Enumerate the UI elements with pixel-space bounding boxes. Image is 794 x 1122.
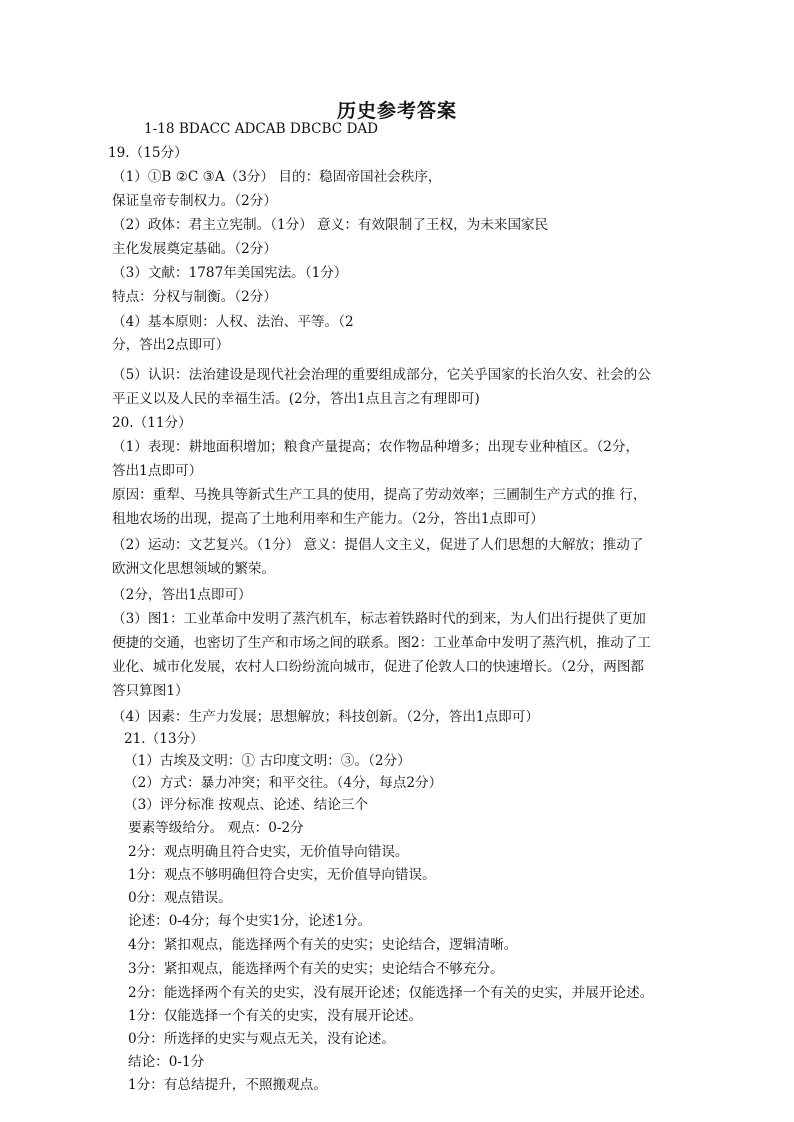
q20-part1-line4: 租地农场的出现，提高了土地利用率和生产能力。（2分，答出1点即可） <box>112 511 544 527</box>
q19-part1-line1: （1）①B ②C ③A（3分） 目的：稳固帝国社会秩序， <box>112 169 442 185</box>
q21-score-line: 2分：能选择两个有关的史实，没有展开论述；仅能选择一个有关的史实，并展开论述。 <box>128 985 654 1001</box>
q20-part3-line2: 便捷的交通，也密切了生产和市场之间的联系。图2：工业革命中发明了蒸汽机，推动了工 <box>112 635 651 651</box>
q21-part3-line2: 要素等级给分。 观点：0-2分 <box>128 820 304 836</box>
q20-header: 20.（11分） <box>112 415 192 431</box>
q21-score-line: 0分：所选择的史实与观点无关，没有论述。 <box>128 1031 395 1047</box>
q21-score-line: 1分：有总结提升，不照搬观点。 <box>128 1077 327 1093</box>
q20-part2-line1: （2）运动：文艺复兴。（1分） 意义：提倡人文主义，促进了人们思想的大解放；推动了 <box>112 537 644 553</box>
q19-part4-line2: 分，答出2点即可） <box>112 337 230 353</box>
answer-choices-line: 1-18 BDACC ADCAB DBCBC DAD <box>144 121 379 137</box>
q19-part2-line2: 主化发展奠定基础。（2分） <box>112 241 277 257</box>
page-title: 历史参考答案 <box>336 100 457 122</box>
q19-header: 19.（15分） <box>108 145 188 161</box>
q21-score-line: 4分：紧扣观点，能选择两个有关的史实；史论结合，逻辑清晰。 <box>128 937 518 953</box>
q21-part1-line1: （1）古埃及文明：① 古印度文明：③。（2分） <box>124 753 411 769</box>
q21-part2-line1: （2）方式：暴力冲突；和平交往。（4分，每点2分） <box>124 775 443 791</box>
q21-score-line: 结论：0-1分 <box>128 1054 205 1070</box>
q21-score-line: 3分：紧扣观点，能选择两个有关的史实；史论结合不够充分。 <box>128 961 504 977</box>
q20-part2-line3: （2分，答出1点即可） <box>112 587 252 603</box>
q20-part4-line1: （4）因素：生产力发展；思想解放；科技创新。（2分，答出1点即可） <box>112 709 539 725</box>
q19-part3-line1: （3）文献：1787年美国宪法。（1分） <box>112 265 348 281</box>
q19-part3-line2: 特点：分权与制衡。（2分） <box>112 289 277 305</box>
q19-part1-line2: 保证皇帝专制权力。（2分） <box>112 193 277 209</box>
q20-part1-line2: 答出1点即可） <box>112 463 203 479</box>
q20-part3-line3: 业化、城市化发展，农村人口纷纷流向城市，促进了伦敦人口的快速增长。（2分，两图都 <box>112 659 645 675</box>
q20-part2-line2: 欧洲文化思想领域的繁荣。 <box>112 561 276 577</box>
q21-header: 21.（13分） <box>124 731 204 747</box>
q19-part4-line1: （4）基本原则：人权、法治、平等。（2 <box>112 314 354 330</box>
q21-score-line: 0分：观点错误。 <box>128 890 232 906</box>
q21-score-line: 论述：0-4分；每个史实1分，论述1分。 <box>128 913 372 929</box>
q21-part3-line1: （3）评分标准 按观点、论述、结论三个 <box>124 797 369 813</box>
q21-score-line: 1分：观点不够明确但符合史实，无价值导向错误。 <box>128 867 436 883</box>
q20-part3-line1: （3）图1：工业革命中发明了蒸汽机车，标志着铁路时代的到来，为人们出行提供了更加 <box>112 611 646 627</box>
q20-part3-line4: 答只算图1） <box>112 683 189 699</box>
q19-part5-line2: 平正义以及人民的幸福生活。(2分，答出1点且言之有理即可) <box>112 391 480 407</box>
q20-part1-line3: 原因：重犁、马挽具等新式生产工具的使用，提高了劳动效率；三圃制生产方式的推 行， <box>112 487 647 503</box>
q21-score-line: 2分：观点明确且符合史实，无价值导向错误。 <box>128 844 409 860</box>
q19-part2-line1: （2）政体：君主立宪制。（1分） 意义：有效限制了王权，为未来国家民 <box>112 217 549 233</box>
q19-part5-line1: （5）认识：法治建设是现代社会治理的重要组成部分，它关乎国家的长治久安、社会的公 <box>112 367 651 383</box>
q21-score-line: 1分：仅能选择一个有关的史实，没有展开论述。 <box>128 1008 423 1024</box>
q20-part1-line1: （1）表现：耕地面积增加；粮食产量提高；农作物品种增多；出现专业种植区。（2分， <box>112 439 640 455</box>
